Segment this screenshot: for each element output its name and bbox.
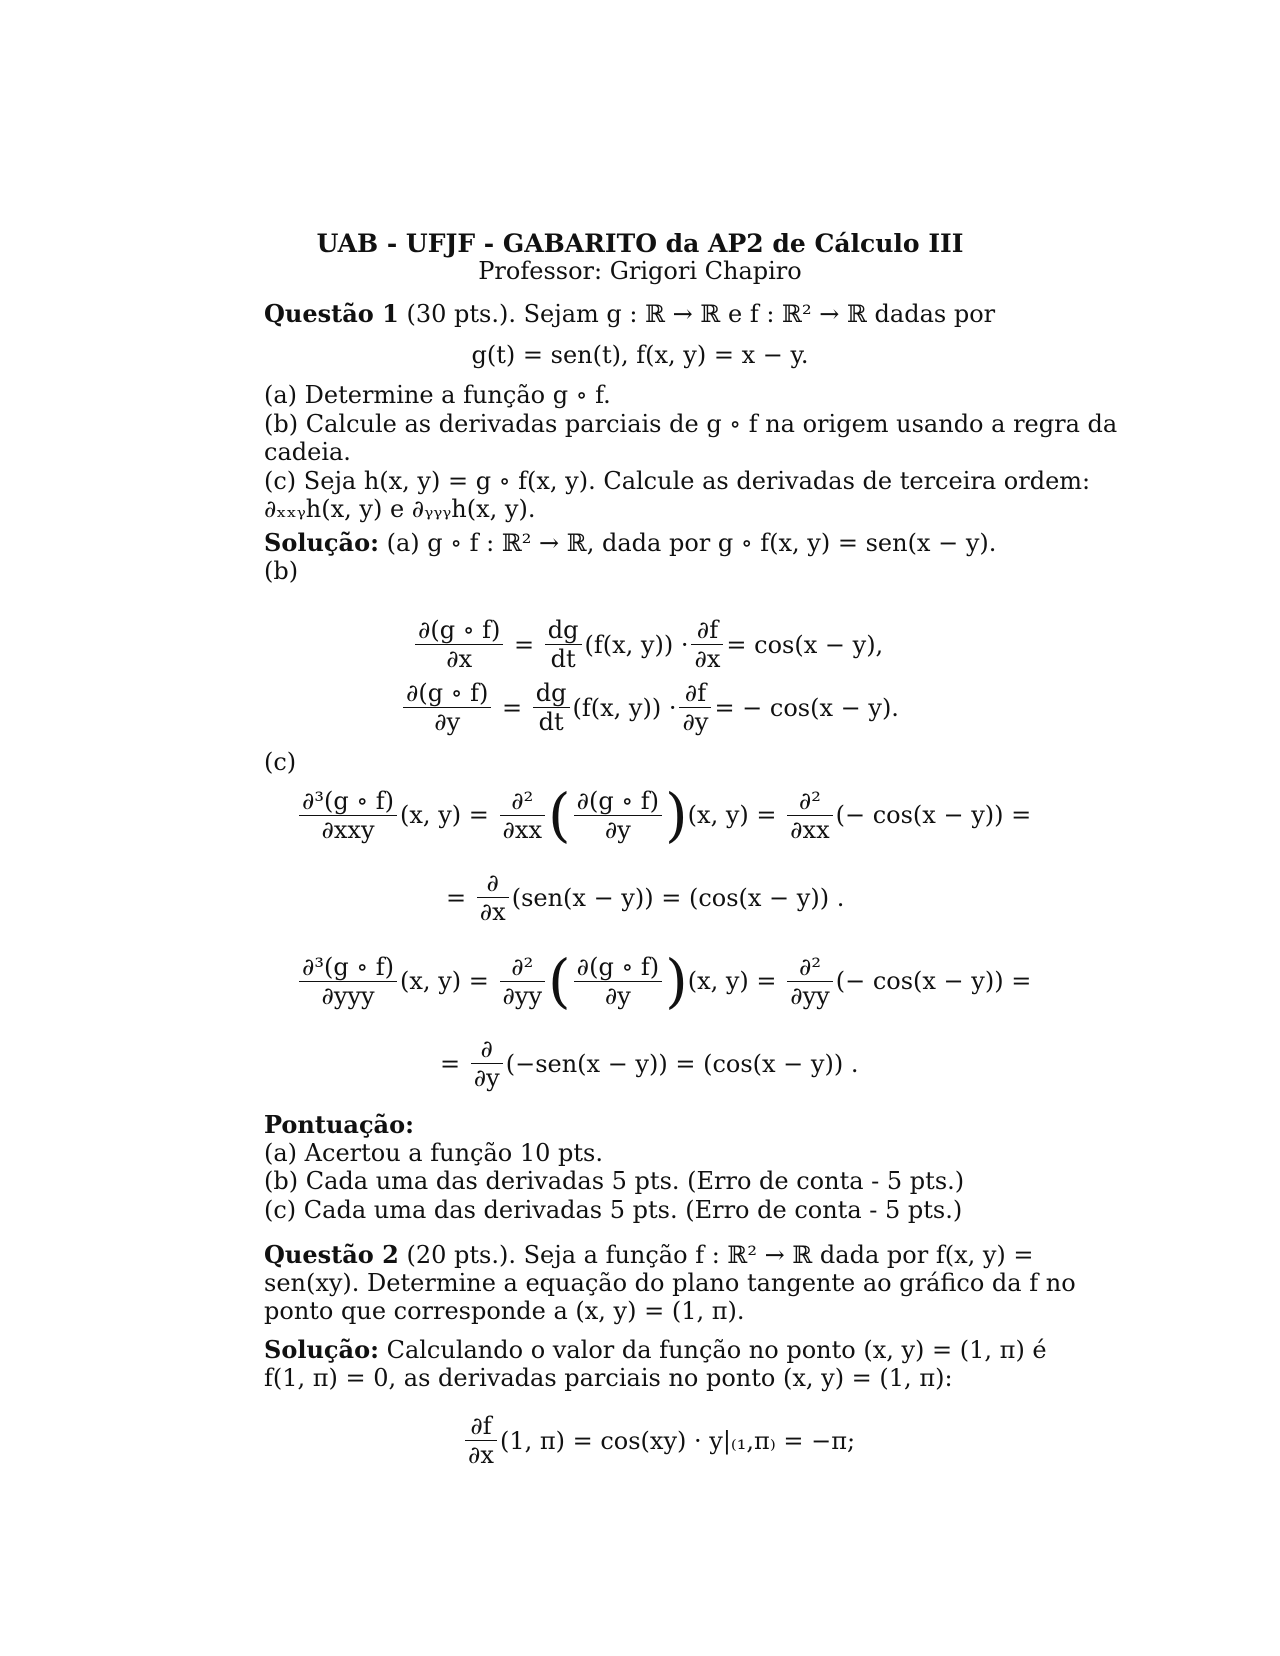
frac-numerator: ∂f (691, 616, 723, 645)
frac-numerator: ∂(g ∘ f) (415, 616, 503, 645)
q1-definition: g(t) = sen(t), f(x, y) = x − y. (471, 341, 809, 369)
q1-item-b-line1: (b) Calcule as derivadas parciais de g ∘ f na origem usando a regra da (264, 410, 1118, 438)
q1-item-b-line2: cadeia. (264, 438, 351, 466)
frac-numerator: ∂³(g ∘ f) (299, 953, 397, 982)
scoring-label: Pontuação: (264, 1110, 414, 1139)
q1-points: (30 pts.). (406, 300, 516, 328)
frac-numerator: ∂² (787, 953, 833, 982)
frac-denominator: ∂y (604, 981, 631, 1010)
frac-denominator: ∂xxy (321, 815, 375, 844)
frac-numerator: ∂f (679, 679, 711, 708)
equation-c1 (296, 781, 1032, 849)
equation-c4: = $\frac{\partial}{\partial y}$ (−sen(x − y)) = (cos(x − y)) . (440, 1035, 859, 1092)
q1-statement-line (264, 299, 995, 329)
sol2-line2: f(1, π) = 0, as derivadas parciais no ponto (x, y) = (1, π): (264, 1364, 953, 1392)
sol2-line1 (264, 1335, 1047, 1365)
frac-numerator: ∂² (500, 953, 546, 982)
q1-label: Questão 1 (264, 299, 399, 328)
eq-text: = cos(x − y), (726, 630, 884, 659)
q1-item-a: (a) Determine a função g ∘ f. (264, 381, 611, 409)
equation-sol2 (462, 1412, 855, 1469)
sol1-part-c-label: (c) (264, 748, 297, 776)
frac-denominator: ∂x (694, 645, 721, 673)
sol1-label: Solução: (264, 528, 379, 557)
document-title: UAB - UFJF - GABARITO da AP2 de Cálculo III (316, 229, 964, 258)
q2-line2: sen(xy). Determine a equação do plano tangente ao gráfico da f no (264, 1269, 1076, 1297)
right-paren: ) (665, 947, 688, 1015)
scoring-b: (b) Cada uma das derivadas 5 pts. (Erro de conta - 5 pts.) (264, 1167, 965, 1195)
frac-denominator: ∂x (446, 645, 473, 673)
frac-denominator: ∂yy (502, 981, 543, 1010)
sol2-text: Calculando o valor da função no ponto (x, y) = (1, π) é (386, 1336, 1047, 1364)
frac-numerator: ∂² (787, 787, 832, 816)
frac-numerator: dg (545, 616, 582, 645)
frac-denominator: ∂yy (790, 981, 830, 1010)
sol1-part-b-label: (b) (264, 557, 299, 585)
frac-denominator: ∂x (479, 898, 506, 926)
sol1-part-a-line (264, 528, 996, 558)
frac-denominator: ∂y (682, 708, 709, 736)
q1-item-c-line2: ∂ₓₓᵧh(x, y) e ∂ᵧᵧᵧh(x, y). (264, 495, 536, 523)
q2-line1 (264, 1240, 1034, 1270)
equation-c2: = $\frac{\partial}{\partial x}$ (sen(x − y)) = (cos(x − y)) . (446, 869, 845, 926)
right-paren: ) (665, 781, 688, 849)
equation-c3 (296, 947, 1032, 1015)
q2-statement: Seja a função f : ℝ² → ℝ dada por f(x, y) = (523, 1241, 1034, 1269)
equation-b1: $\frac{\partial(g \circ f)}{\partial x}$ = $\frac{dg}{dt}$ (f(x, y)) · $\frac{\partial f}{\partial x}$ = cos(x − y), (412, 616, 883, 673)
q2-label: Questão 2 (264, 1240, 399, 1269)
frac-numerator: ∂(g ∘ f) (403, 679, 491, 708)
q1-statement: Sejam g : ℝ → ℝ e f : ℝ² → ℝ dadas por (523, 300, 996, 328)
frac-denominator: ∂y (434, 708, 461, 736)
equation-b2: $\frac{\partial(g \circ f)}{\partial y}$ = $\frac{dg}{dt}$ (f(x, y)) · $\frac{\partial f}{\partial y}$ = − cos(x − y). (400, 679, 899, 736)
eq-text: (sen(x − y)) = (cos(x − y)) . (511, 883, 845, 912)
frac-denominator: ∂yyy (321, 981, 375, 1010)
frac-numerator: dg (533, 679, 570, 708)
eq-text: (x, y) = (687, 967, 777, 995)
frac-numerator: ∂³(g ∘ f) (299, 787, 397, 816)
frac-denominator: dt (550, 645, 576, 673)
frac-numerator: ∂f (465, 1412, 497, 1441)
eq-text: (x, y) = (687, 801, 777, 829)
eq-text: = − cos(x − y). (714, 693, 899, 722)
eq-text: (x, y) = (400, 967, 489, 995)
scoring-a: (a) Acertou a função 10 pts. (264, 1139, 603, 1167)
sol1-part-a: (a) g ∘ f : ℝ² → ℝ, dada por g ∘ f(x, y) = sen(x − y). (386, 529, 997, 557)
frac-numerator: ∂ (471, 1035, 503, 1064)
frac-numerator: ∂(g ∘ f) (574, 953, 662, 982)
eq-text: (1, π) = cos(xy) · y|₍₁,π₎ = −π; (499, 1426, 856, 1455)
frac-denominator: ∂y (604, 815, 631, 844)
eq-text: (f(x, y)) · (572, 693, 677, 722)
eq-text: (− cos(x − y)) = (835, 967, 1032, 995)
q1-item-c-line1: (c) Seja h(x, y) = g ∘ f(x, y). Calcule as derivadas de terceira ordem: (264, 467, 1091, 495)
scoring-c: (c) Cada uma das derivadas 5 pts. (Erro de conta - 5 pts.) (264, 1196, 963, 1224)
q2-line3: ponto que corresponde a (x, y) = (1, π). (264, 1297, 745, 1325)
frac-denominator: ∂x (468, 1441, 494, 1469)
left-paren: ( (547, 781, 571, 849)
frac-numerator: ∂(g ∘ f) (574, 787, 662, 816)
sol2-label: Solução: (264, 1335, 379, 1364)
frac-numerator: ∂² (500, 787, 545, 816)
frac-denominator: ∂xx (502, 815, 542, 844)
left-paren: ( (548, 947, 571, 1015)
frac-denominator: ∂xx (790, 815, 830, 844)
eq-text: (x, y) = (400, 801, 489, 829)
professor-line: Professor: Grigori Chapiro (478, 257, 802, 285)
eq-text: (− cos(x − y)) = (835, 801, 1032, 829)
eq-text: (f(x, y)) · (584, 630, 689, 659)
q2-points: (20 pts.). (406, 1241, 516, 1269)
frac-numerator: ∂ (477, 869, 509, 898)
frac-denominator: ∂y (473, 1064, 500, 1092)
frac-denominator: dt (538, 708, 564, 736)
eq-text: (−sen(x − y)) = (cos(x − y)) . (505, 1049, 859, 1078)
